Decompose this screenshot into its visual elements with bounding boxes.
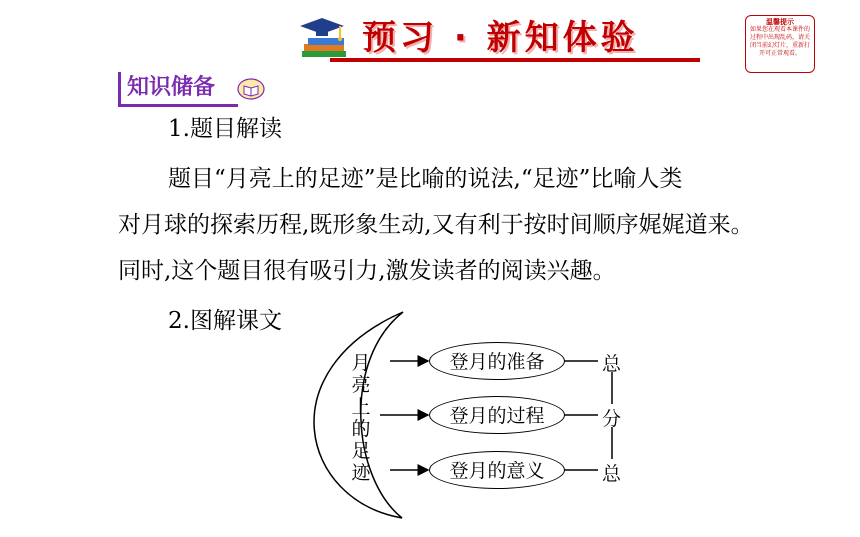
item2-heading: 2.图解课文 [168,308,282,334]
tip-text: 如果您在观看本课件的过程中出现乱码，请关闭当前幻灯片，重新打开可正常观看。 [749,26,810,57]
item1-line1: 题目“月亮上的足迹”是比喻的说法,“足迹”比喻人类 [168,166,683,192]
diagram-root [349,352,373,484]
tip-title: 温馨提示 [766,17,794,26]
item1-line2: 对月球的探索历程,既形象生动,又有利于按时间顺序娓娓道来。 [118,212,754,238]
node-process: 登月的过程 [429,396,565,434]
root-char: 上 [351,396,371,418]
label-general-bottom: 总 [602,463,622,485]
page-title: 预习 · 新知体验 [362,18,639,58]
root-char: 足 [351,440,371,462]
root-char: 亮 [351,374,371,396]
root-char: 迹 [351,462,371,484]
root-char: 月 [351,352,371,374]
node-preparation: 登月的准备 [429,342,565,380]
label-general-top: 总 [602,353,622,375]
node-significance: 登月的意义 [429,451,565,489]
root-char: 的 [351,418,371,440]
section-label: 知识储备 [118,72,215,104]
label-detail: 分 [602,408,622,430]
item1-line3: 同时,这个题目很有吸引力,激发读者的阅读兴趣。 [118,258,616,284]
item1-heading: 1.题目解读 [168,116,282,142]
